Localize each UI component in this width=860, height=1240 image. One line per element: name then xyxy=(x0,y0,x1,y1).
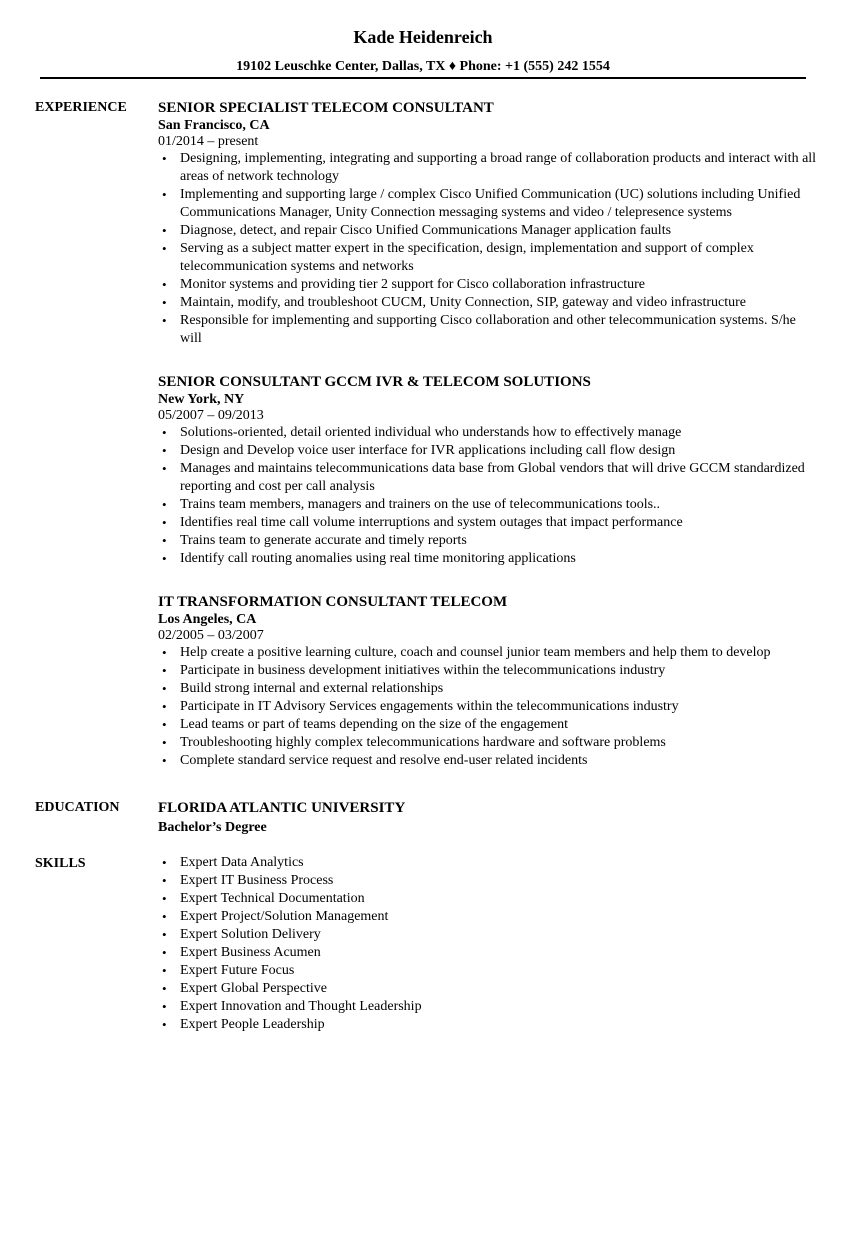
list-item-text: Help create a positive learning culture, coach and counsel junior team members and help them to develop xyxy=(180,645,771,660)
bullet-icon: • xyxy=(162,645,167,660)
bullet-icon: • xyxy=(162,241,167,256)
list-item xyxy=(158,496,818,514)
skill-text: Expert Data Analytics xyxy=(180,855,304,870)
bullet-icon: • xyxy=(162,533,167,548)
bullet-icon: • xyxy=(162,663,167,678)
school-name: FLORIDA ATLANTIC UNIVERSITY xyxy=(158,800,406,816)
skill-text: Expert People Leadership xyxy=(180,1017,325,1032)
list-item xyxy=(158,980,818,998)
list-item-text: Lead teams or part of teams depending on the size of the engagement xyxy=(180,717,568,732)
contact-line: 19102 Leuschke Center, Dallas, TX ♦ Phone: +1 (555) 242 1554 xyxy=(236,59,610,74)
job-dates: 02/2005 – 03/2007 xyxy=(158,628,264,643)
bullet-icon: • xyxy=(162,277,167,292)
job-entry-1 xyxy=(158,99,818,348)
list-item-text: Build strong internal and external relationships xyxy=(180,681,444,696)
list-item xyxy=(158,890,818,908)
skill-text: Expert Business Acumen xyxy=(180,945,321,960)
bullet-icon: • xyxy=(162,223,167,238)
list-item xyxy=(158,294,818,312)
list-item-text: Responsible for implementing and supporting Cisco collaboration and other telecommunication systems. S/he will xyxy=(180,313,796,346)
job-title: SENIOR SPECIALIST TELECOM CONSULTANT xyxy=(158,100,494,116)
bullet-icon: • xyxy=(162,717,167,732)
list-item-text: Serving as a subject matter expert in the specification, design, implementation and support of complex telecommunication systems and networks xyxy=(180,241,754,274)
bullet-icon: • xyxy=(162,151,167,166)
list-item xyxy=(158,222,818,240)
bullet-icon: • xyxy=(162,551,167,566)
bullet-icon: • xyxy=(162,1017,167,1032)
list-item xyxy=(158,962,818,980)
list-item xyxy=(158,944,818,962)
bullet-icon: • xyxy=(162,497,167,512)
list-item xyxy=(158,240,818,276)
list-item xyxy=(158,186,818,222)
skills-label: SKILLS xyxy=(35,856,86,871)
job-location: Los Angeles, CA xyxy=(158,612,257,627)
bullet-icon: • xyxy=(162,855,167,870)
bullet-icon: • xyxy=(162,681,167,696)
experience-label: EXPERIENCE xyxy=(35,100,127,115)
list-item xyxy=(158,276,818,294)
skill-text: Expert Technical Documentation xyxy=(180,891,365,906)
bullet-icon: • xyxy=(162,753,167,768)
list-item-text: Solutions-oriented, detail oriented individual who understands how to effectively manage xyxy=(180,425,682,440)
list-item xyxy=(158,716,818,734)
list-item xyxy=(158,998,818,1016)
skills-entry xyxy=(158,854,818,1034)
skill-text: Expert Innovation and Thought Leadership xyxy=(180,999,422,1014)
job-dates: 01/2014 – present xyxy=(158,134,259,149)
list-item-text: Manages and maintains telecommunications data base from Global vendors that will drive GCCM standardized reporting and cost per call analysis xyxy=(180,461,805,494)
list-item xyxy=(158,872,818,890)
list-item-text: Monitor systems and providing tier 2 support for Cisco collaboration infrastructure xyxy=(180,277,646,292)
list-item xyxy=(158,734,818,752)
list-item xyxy=(158,514,818,532)
bullet-icon: • xyxy=(162,927,167,942)
candidate-name: Kade Heidenreich xyxy=(353,27,493,47)
list-item xyxy=(158,312,818,348)
bullet-icon: • xyxy=(162,981,167,996)
list-item xyxy=(158,442,818,460)
bullet-icon: • xyxy=(162,945,167,960)
bullet-icon: • xyxy=(162,963,167,978)
list-item-text: Participate in IT Advisory Services engagements within the telecommunications industry xyxy=(180,699,679,714)
list-item xyxy=(158,752,818,770)
bullet-icon: • xyxy=(162,187,167,202)
bullet-icon: • xyxy=(162,443,167,458)
bullet-icon: • xyxy=(162,999,167,1014)
list-item-text: Design and Develop voice user interface for IVR applications including call flow design xyxy=(180,443,676,458)
list-item-text: Designing, implementing, integrating and supporting a broad range of collaboration products and interact with all areas of network technology xyxy=(180,151,817,184)
bullet-icon: • xyxy=(162,313,167,328)
list-item-text: Trains team to generate accurate and timely reports xyxy=(180,533,467,548)
list-item xyxy=(158,662,818,680)
list-item xyxy=(158,424,818,442)
list-item xyxy=(158,150,818,186)
education-entry xyxy=(158,799,818,837)
bullet-icon: • xyxy=(162,515,167,530)
list-item xyxy=(158,644,818,662)
list-item xyxy=(158,460,818,496)
job-bullet-list xyxy=(158,424,818,568)
bullet-icon: • xyxy=(162,461,167,476)
job-location: New York, NY xyxy=(158,392,245,407)
job-title: SENIOR CONSULTANT GCCM IVR & TELECOM SOLUTIONS xyxy=(158,374,591,390)
skill-text: Expert Project/Solution Management xyxy=(180,909,389,924)
list-item-text: Identify call routing anomalies using real time monitoring applications xyxy=(180,551,576,566)
bullet-icon: • xyxy=(162,873,167,888)
bullet-icon: • xyxy=(162,891,167,906)
skill-text: Expert IT Business Process xyxy=(180,873,334,888)
bullet-icon: • xyxy=(162,735,167,750)
skill-text: Expert Solution Delivery xyxy=(180,927,321,942)
bullet-icon: • xyxy=(162,699,167,714)
list-item xyxy=(158,854,818,872)
degree: Bachelor’s Degree xyxy=(158,820,267,835)
bullet-icon: • xyxy=(162,295,167,310)
list-item-text: Identifies real time call volume interruptions and system outages that impact performance xyxy=(180,515,683,530)
job-entry-2 xyxy=(158,373,818,568)
list-item-text: Maintain, modify, and troubleshoot CUCM, Unity Connection, SIP, gateway and video infrastructure xyxy=(180,295,747,310)
skill-text: Expert Global Perspective xyxy=(180,981,327,996)
skills-list xyxy=(158,854,818,1034)
job-bullet-list xyxy=(158,150,818,348)
job-entry-3 xyxy=(158,593,818,770)
list-item xyxy=(158,1016,818,1034)
list-item xyxy=(158,532,818,550)
list-item-text: Participate in business development initiatives within the telecommunications industry xyxy=(180,663,666,678)
bullet-icon: • xyxy=(162,425,167,440)
list-item xyxy=(158,680,818,698)
list-item-text: Implementing and supporting large / complex Cisco Unified Communication (UC) solutions including Unified Communications Manager, Unity Connection messaging systems and video / telepresence systems xyxy=(180,187,801,220)
list-item-text: Trains team members, managers and trainers on the use of telecommunications tools.. xyxy=(180,497,661,512)
skill-text: Expert Future Focus xyxy=(180,963,295,978)
header-divider xyxy=(40,77,806,79)
list-item xyxy=(158,698,818,716)
list-item xyxy=(158,550,818,568)
job-location: San Francisco, CA xyxy=(158,118,270,133)
job-bullet-list xyxy=(158,644,818,770)
job-title: IT TRANSFORMATION CONSULTANT TELECOM xyxy=(158,594,508,610)
list-item-text: Complete standard service request and resolve end-user related incidents xyxy=(180,753,588,768)
list-item xyxy=(158,926,818,944)
list-item-text: Troubleshooting highly complex telecommunications hardware and software problems xyxy=(180,735,666,750)
job-dates: 05/2007 – 09/2013 xyxy=(158,408,264,423)
bullet-icon: • xyxy=(162,909,167,924)
list-item-text: Diagnose, detect, and repair Cisco Unified Communications Manager application faults xyxy=(180,223,672,238)
list-item xyxy=(158,908,818,926)
education-label: EDUCATION xyxy=(35,800,120,815)
